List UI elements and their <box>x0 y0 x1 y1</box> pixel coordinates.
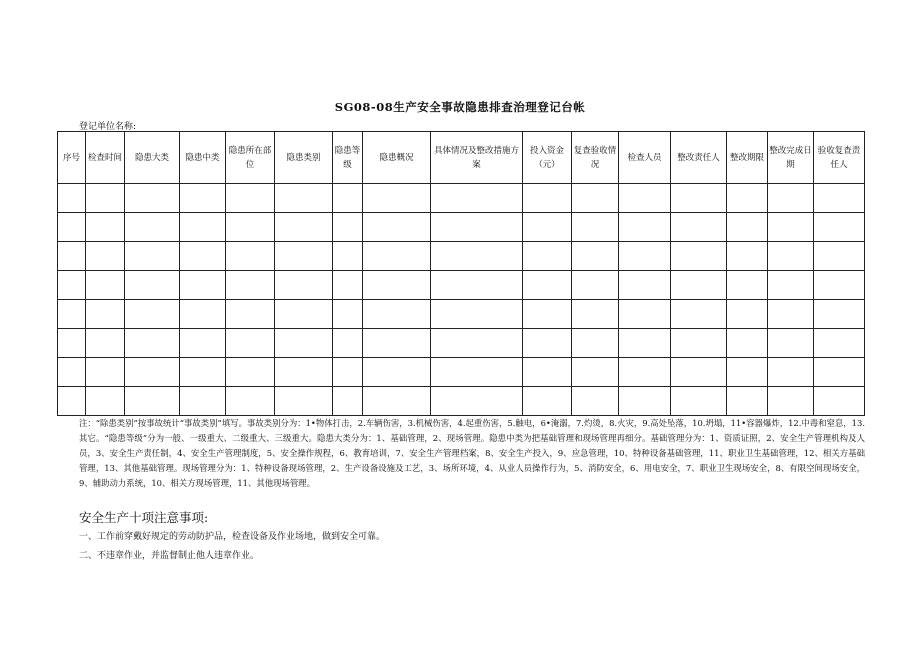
col-rectification-deadline: 整改期限 <box>727 132 768 184</box>
table-cell[interactable] <box>431 329 523 358</box>
table-cell[interactable] <box>125 300 180 329</box>
table-cell[interactable] <box>86 242 125 271</box>
safety-note-item: 一、工作前穿戴好规定的劳动防护品，检查设备及作业场地，做到安全可靠。 <box>79 532 386 542</box>
table-cell[interactable] <box>86 213 125 242</box>
table-cell[interactable] <box>727 358 768 387</box>
table-row <box>58 358 865 387</box>
table-cell[interactable] <box>333 213 363 242</box>
table-cell[interactable] <box>671 184 727 213</box>
col-inspector: 检查人员 <box>619 132 671 184</box>
table-cell[interactable] <box>58 300 86 329</box>
table-cell[interactable] <box>727 213 768 242</box>
table-cell[interactable] <box>523 329 572 358</box>
table-cell[interactable] <box>333 242 363 271</box>
safety-note-item: 二、不违章作业，并监督制止他人违章作业。 <box>79 551 260 561</box>
col-hazard-major-category: 隐患大类 <box>125 132 180 184</box>
table-cell[interactable] <box>86 271 125 300</box>
table-cell[interactable] <box>333 184 363 213</box>
table-cell[interactable] <box>814 358 865 387</box>
table-cell[interactable] <box>363 387 431 416</box>
table-cell[interactable] <box>671 213 727 242</box>
table-cell[interactable] <box>363 213 431 242</box>
table-cell[interactable] <box>125 358 180 387</box>
table-cell[interactable] <box>275 300 333 329</box>
table-cell[interactable] <box>363 358 431 387</box>
table-cell[interactable] <box>768 300 814 329</box>
col-review-acceptance: 复查验收情况 <box>572 132 619 184</box>
table-cell[interactable] <box>363 300 431 329</box>
table-cell[interactable] <box>814 271 865 300</box>
table-cell[interactable] <box>86 358 125 387</box>
safety-notes-heading: 安全生产十项注意事项: <box>79 510 209 525</box>
table-cell[interactable] <box>125 213 180 242</box>
table-cell[interactable] <box>523 358 572 387</box>
table-cell[interactable] <box>125 184 180 213</box>
table-cell[interactable] <box>727 329 768 358</box>
table-cell[interactable] <box>333 329 363 358</box>
table-cell[interactable] <box>275 213 333 242</box>
table-cell[interactable] <box>431 358 523 387</box>
table-cell[interactable] <box>275 329 333 358</box>
table-cell[interactable] <box>523 300 572 329</box>
table-cell[interactable] <box>727 300 768 329</box>
table-cell[interactable] <box>275 271 333 300</box>
table-cell[interactable] <box>768 387 814 416</box>
note-text: 注：“除患类别”按事故统计“事故类别”填写。事故类别分为：1•物体打击，2.车辆伤害，3.机械伤害，4.起重伤害，5.触电，6•淹溺，7.灼烫，8.火灾，9.高处坠落，10.坍塌，11•容器爆炸，12.中毒和窒息，13.其它。“隐患等级”分为一般、一级重大、二级重大、三级重大。隐患大类分为：1、基础管理，2、现场管理。隐患中类为把基础管理和现场管理再细分。基础管理分为：1、资质证照，2、安全生产管理机构及人员，3、安全生产责任制，4、安全生产管理制度，5、安全操作规程，6、教育培训，7、安全生产管理档案，8、安全生产投入，9、应急管理，10、特种设备基础管理，11、职业卫生基础管理，12、相关方基础管理，13、其他基础管理。现场管理分为：1、特种设备现场管理，2、生产设备设施及工艺，3、场所环境，4、从业人员操作行为，5、消防安全，6、用电安全，7、职业卫生现场安全，8、有限空间现场安全，9、辅助动力系统，10、相关方现场管理，11、其他现场管理。 <box>79 418 865 489</box>
table-cell[interactable] <box>431 387 523 416</box>
table-cell[interactable] <box>86 329 125 358</box>
table-cell[interactable] <box>523 184 572 213</box>
col-serial-number: 序号 <box>58 132 86 184</box>
col-hazard-location: 隐患所在部位 <box>226 132 275 184</box>
table-cell[interactable] <box>226 387 275 416</box>
table-cell[interactable] <box>58 387 86 416</box>
table-cell[interactable] <box>86 387 125 416</box>
table-cell[interactable] <box>275 358 333 387</box>
table-cell[interactable] <box>363 184 431 213</box>
table-cell[interactable] <box>523 271 572 300</box>
table-cell[interactable] <box>58 358 86 387</box>
table-cell[interactable] <box>275 184 333 213</box>
table-cell[interactable] <box>86 300 125 329</box>
table-cell[interactable] <box>431 184 523 213</box>
col-hazard-type: 隐患类别 <box>275 132 333 184</box>
table-cell[interactable] <box>275 387 333 416</box>
table-cell[interactable] <box>768 358 814 387</box>
col-inspection-time: 检查时间 <box>86 132 125 184</box>
table-cell[interactable] <box>180 184 226 213</box>
table-cell[interactable] <box>180 300 226 329</box>
table-cell[interactable] <box>363 242 431 271</box>
table-cell[interactable] <box>572 358 619 387</box>
table-cell[interactable] <box>58 242 86 271</box>
table-cell[interactable] <box>727 271 768 300</box>
table-cell[interactable] <box>333 300 363 329</box>
table-cell[interactable] <box>619 387 671 416</box>
table-cell[interactable] <box>180 242 226 271</box>
table-cell[interactable] <box>431 213 523 242</box>
table-cell[interactable] <box>814 184 865 213</box>
table-cell[interactable] <box>180 213 226 242</box>
col-rectification-plan: 具体情况及整改措施方案 <box>431 132 523 184</box>
table-cell[interactable] <box>572 271 619 300</box>
table-cell[interactable] <box>619 213 671 242</box>
table-cell[interactable] <box>523 213 572 242</box>
table-cell[interactable] <box>671 300 727 329</box>
table-cell[interactable] <box>275 242 333 271</box>
table-cell[interactable] <box>226 213 275 242</box>
table-cell[interactable] <box>58 213 86 242</box>
table-cell[interactable] <box>333 271 363 300</box>
col-hazard-level: 隐患等级 <box>333 132 363 184</box>
table-cell[interactable] <box>180 387 226 416</box>
table-cell[interactable] <box>619 242 671 271</box>
table-body <box>58 184 865 416</box>
table-header-row <box>58 132 865 184</box>
table-cell[interactable] <box>619 329 671 358</box>
table-cell[interactable] <box>58 184 86 213</box>
table-cell[interactable] <box>814 300 865 329</box>
table-cell[interactable] <box>768 329 814 358</box>
table-cell[interactable] <box>572 213 619 242</box>
table-cell[interactable] <box>431 271 523 300</box>
table-cell[interactable] <box>523 387 572 416</box>
table-cell[interactable] <box>226 242 275 271</box>
col-completion-date: 整改完成日期 <box>768 132 814 184</box>
unit-name-label: 登记单位名称: <box>79 122 137 132</box>
table-cell[interactable] <box>125 271 180 300</box>
table-cell[interactable] <box>226 329 275 358</box>
table-cell[interactable] <box>58 329 86 358</box>
document-title: SG08-08生产安全事故隐患排查治理登记台帐 <box>334 100 586 114</box>
table-cell[interactable] <box>572 329 619 358</box>
table-cell[interactable] <box>619 300 671 329</box>
table-cell[interactable] <box>619 358 671 387</box>
table-cell[interactable] <box>727 387 768 416</box>
table-cell[interactable] <box>180 271 226 300</box>
table-cell[interactable] <box>226 271 275 300</box>
table-cell[interactable] <box>125 329 180 358</box>
table-cell[interactable] <box>671 387 727 416</box>
table-cell[interactable] <box>671 329 727 358</box>
table-cell[interactable] <box>572 242 619 271</box>
table-cell[interactable] <box>226 184 275 213</box>
table-cell[interactable] <box>572 300 619 329</box>
table-cell[interactable] <box>86 184 125 213</box>
col-hazard-middle-category: 隐患中类 <box>180 132 226 184</box>
table-cell[interactable] <box>431 242 523 271</box>
table-cell[interactable] <box>180 329 226 358</box>
table-cell[interactable] <box>671 358 727 387</box>
table-cell[interactable] <box>431 300 523 329</box>
table-row <box>58 184 865 213</box>
table-cell[interactable] <box>333 387 363 416</box>
table-cell[interactable] <box>727 242 768 271</box>
table-cell[interactable] <box>619 271 671 300</box>
table-cell[interactable] <box>814 213 865 242</box>
table-cell[interactable] <box>814 387 865 416</box>
table-row <box>58 213 865 242</box>
col-investment: 投入资金（元） <box>523 132 572 184</box>
table-row <box>58 242 865 271</box>
table-cell[interactable] <box>768 271 814 300</box>
col-rectification-owner: 整改责任人 <box>671 132 727 184</box>
table-cell[interactable] <box>814 329 865 358</box>
table-cell[interactable] <box>363 271 431 300</box>
table-row <box>58 271 865 300</box>
table-cell[interactable] <box>814 242 865 271</box>
table-cell[interactable] <box>333 358 363 387</box>
table-cell[interactable] <box>125 387 180 416</box>
table-cell[interactable] <box>768 213 814 242</box>
table-row <box>58 329 865 358</box>
col-acceptance-owner: 验收复查责任人 <box>814 132 865 184</box>
table-cell[interactable] <box>226 358 275 387</box>
table-cell[interactable] <box>727 184 768 213</box>
table-row <box>58 300 865 329</box>
table-cell[interactable] <box>671 242 727 271</box>
table-cell[interactable] <box>572 387 619 416</box>
table-cell[interactable] <box>125 242 180 271</box>
table-cell[interactable] <box>768 184 814 213</box>
col-hazard-overview: 隐患概况 <box>363 132 431 184</box>
table-cell[interactable] <box>363 329 431 358</box>
table-cell[interactable] <box>671 271 727 300</box>
table-cell[interactable] <box>58 271 86 300</box>
table-cell[interactable] <box>226 300 275 329</box>
table-cell[interactable] <box>180 358 226 387</box>
table-cell[interactable] <box>768 242 814 271</box>
hazard-ledger-table <box>57 131 865 416</box>
table-cell[interactable] <box>523 242 572 271</box>
table-cell[interactable] <box>572 184 619 213</box>
table-cell[interactable] <box>619 184 671 213</box>
table-row <box>58 387 865 416</box>
